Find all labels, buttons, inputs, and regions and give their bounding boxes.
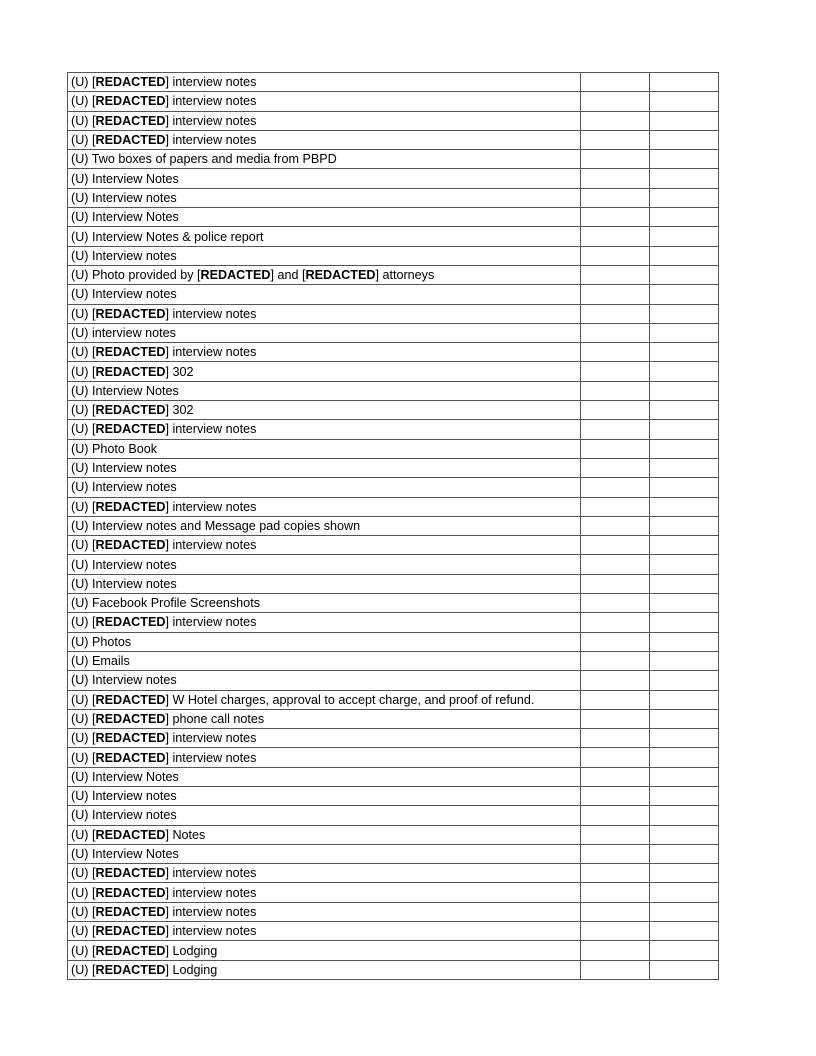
- empty-cell: [581, 458, 650, 477]
- description-text: ] Notes: [165, 827, 206, 842]
- description-text: ] interview notes: [165, 75, 257, 90]
- description-text: ] interview notes: [165, 904, 257, 919]
- description-cell: [68, 709, 581, 728]
- empty-cell: [581, 844, 650, 863]
- empty-cell: [650, 92, 719, 111]
- description-text: (U) [: [71, 962, 96, 977]
- empty-cell: [581, 420, 650, 439]
- description-text: ] interview notes: [165, 113, 257, 128]
- description-text: (U) [: [71, 943, 96, 958]
- empty-cell: [650, 729, 719, 748]
- empty-cell: [650, 767, 719, 786]
- table-row: [68, 883, 719, 902]
- empty-cell: [581, 246, 650, 265]
- description-text: (U) Photos: [71, 634, 132, 649]
- redaction-marker: REDACTED: [95, 827, 166, 842]
- table-row: [68, 806, 719, 825]
- description-text: (U) [: [71, 538, 96, 553]
- description-text: (U) [: [71, 885, 96, 900]
- table-row: [68, 729, 719, 748]
- description-text: (U) [: [71, 692, 96, 707]
- empty-cell: [650, 362, 719, 381]
- description-cell: [68, 92, 581, 111]
- redaction-marker: REDACTED: [95, 499, 166, 514]
- empty-cell: [581, 227, 650, 246]
- description-cell: [68, 304, 581, 323]
- empty-cell: [650, 844, 719, 863]
- empty-cell: [581, 922, 650, 941]
- empty-cell: [650, 439, 719, 458]
- table-row: [68, 960, 719, 979]
- table-row: [68, 92, 719, 111]
- table-row: [68, 786, 719, 805]
- description-text: ] interview notes: [165, 885, 257, 900]
- table-row: [68, 111, 719, 130]
- empty-cell: [650, 401, 719, 420]
- description-text: (U) Interview notes: [71, 557, 177, 572]
- description-cell: [68, 439, 581, 458]
- empty-cell: [581, 767, 650, 786]
- description-cell: [68, 381, 581, 400]
- description-cell: [68, 651, 581, 670]
- table-row: [68, 362, 719, 381]
- empty-cell: [581, 729, 650, 748]
- empty-cell: [650, 111, 719, 130]
- description-text: ] interview notes: [165, 422, 257, 437]
- empty-cell: [650, 169, 719, 188]
- table-row: [68, 265, 719, 284]
- description-text: (U) Emails: [71, 654, 130, 669]
- empty-cell: [581, 497, 650, 516]
- description-cell: [68, 960, 581, 979]
- empty-cell: [650, 478, 719, 497]
- description-cell: [68, 941, 581, 960]
- description-cell: [68, 883, 581, 902]
- table-row: [68, 150, 719, 169]
- empty-cell: [581, 574, 650, 593]
- description-text: ] interview notes: [165, 924, 257, 939]
- description-text: (U) [: [71, 827, 96, 842]
- empty-cell: [650, 285, 719, 304]
- description-text: (U) [: [71, 422, 96, 437]
- description-text: (U) [: [71, 924, 96, 939]
- empty-cell: [581, 516, 650, 535]
- table-row: [68, 497, 719, 516]
- empty-cell: [581, 285, 650, 304]
- description-text: (U) Interview notes: [71, 808, 177, 823]
- empty-cell: [650, 825, 719, 844]
- description-text: (U) Photo Book: [71, 441, 158, 456]
- empty-cell: [581, 169, 650, 188]
- redaction-marker: REDACTED: [95, 345, 166, 360]
- table-row: [68, 208, 719, 227]
- description-text: (U) [: [71, 133, 96, 148]
- description-text: (U) [: [71, 750, 96, 765]
- description-text: ] 302: [165, 364, 194, 379]
- empty-cell: [581, 111, 650, 130]
- empty-cell: [581, 671, 650, 690]
- redaction-marker: REDACTED: [95, 885, 166, 900]
- empty-cell: [581, 362, 650, 381]
- description-text: ] interview notes: [165, 750, 257, 765]
- table-row: [68, 401, 719, 420]
- description-cell: [68, 130, 581, 149]
- description-cell: [68, 729, 581, 748]
- description-cell: [68, 748, 581, 767]
- description-text: (U) Interview Notes: [71, 383, 179, 398]
- description-cell: [68, 516, 581, 535]
- redaction-marker: REDACTED: [95, 943, 166, 958]
- empty-cell: [650, 381, 719, 400]
- empty-cell: [650, 883, 719, 902]
- table-row: [68, 227, 719, 246]
- description-text: (U) Interview notes: [71, 287, 177, 302]
- table-row: [68, 458, 719, 477]
- description-text: ] Lodging: [165, 943, 218, 958]
- redaction-marker: REDACTED: [95, 731, 166, 746]
- description-text: (U) Interview notes: [71, 673, 177, 688]
- empty-cell: [581, 130, 650, 149]
- empty-cell: [581, 478, 650, 497]
- empty-cell: [650, 632, 719, 651]
- empty-cell: [650, 458, 719, 477]
- empty-cell: [581, 690, 650, 709]
- redaction-marker: REDACTED: [95, 75, 166, 90]
- table-row: [68, 169, 719, 188]
- description-text: ] interview notes: [165, 345, 257, 360]
- description-cell: [68, 265, 581, 284]
- redaction-marker: REDACTED: [95, 711, 166, 726]
- empty-cell: [581, 902, 650, 921]
- empty-cell: [650, 922, 719, 941]
- empty-cell: [650, 941, 719, 960]
- empty-cell: [650, 671, 719, 690]
- description-text: (U) [: [71, 306, 96, 321]
- empty-cell: [650, 613, 719, 632]
- redaction-marker: REDACTED: [95, 364, 166, 379]
- empty-cell: [581, 941, 650, 960]
- table-row: [68, 285, 719, 304]
- table-row: [68, 709, 719, 728]
- description-cell: [68, 786, 581, 805]
- description-text: ] interview notes: [165, 866, 257, 881]
- empty-cell: [581, 92, 650, 111]
- empty-cell: [581, 709, 650, 728]
- description-cell: [68, 864, 581, 883]
- redaction-marker: REDACTED: [95, 924, 166, 939]
- description-text: ] interview notes: [165, 538, 257, 553]
- description-text: (U) Facebook Profile Screenshots: [71, 596, 260, 611]
- redaction-marker: REDACTED: [95, 538, 166, 553]
- empty-cell: [581, 188, 650, 207]
- empty-cell: [650, 574, 719, 593]
- description-text: (U) Interview notes: [71, 576, 177, 591]
- table-row: [68, 671, 719, 690]
- description-text: (U) Interview notes and Message pad copies shown: [71, 518, 361, 533]
- description-cell: [68, 323, 581, 342]
- description-text: (U) Interview Notes: [71, 769, 179, 784]
- redaction-marker: REDACTED: [95, 692, 166, 707]
- empty-cell: [581, 632, 650, 651]
- description-cell: [68, 343, 581, 362]
- empty-cell: [650, 420, 719, 439]
- description-text: (U) Interview Notes: [71, 210, 179, 225]
- empty-cell: [581, 786, 650, 805]
- description-cell: [68, 401, 581, 420]
- empty-cell: [650, 651, 719, 670]
- empty-cell: [581, 304, 650, 323]
- description-text: (U) Interview notes: [71, 461, 177, 476]
- description-cell: [68, 188, 581, 207]
- description-text: ] interview notes: [165, 133, 257, 148]
- description-text: (U) interview notes: [71, 326, 176, 340]
- empty-cell: [650, 555, 719, 574]
- table-row: [68, 516, 719, 535]
- description-cell: [68, 150, 581, 169]
- description-text: (U) Interview Notes: [71, 171, 179, 186]
- description-cell: [68, 555, 581, 574]
- evidence-table: [67, 72, 719, 980]
- empty-cell: [581, 748, 650, 767]
- description-text: (U) Interview notes: [71, 789, 177, 804]
- description-text: ] 302: [165, 403, 194, 418]
- description-text: ] attorneys: [375, 268, 435, 283]
- description-cell: [68, 478, 581, 497]
- redaction-marker: REDACTED: [95, 113, 166, 128]
- table-row: [68, 304, 719, 323]
- table-row: [68, 536, 719, 555]
- description-cell: [68, 671, 581, 690]
- table-row: [68, 343, 719, 362]
- description-cell: [68, 767, 581, 786]
- redaction-marker: REDACTED: [95, 962, 166, 977]
- description-cell: [68, 497, 581, 516]
- description-text: (U) [: [71, 615, 96, 630]
- table-row: [68, 420, 719, 439]
- table-row: [68, 864, 719, 883]
- empty-cell: [650, 497, 719, 516]
- description-text: (U) Interview notes: [71, 190, 177, 205]
- description-cell: [68, 613, 581, 632]
- empty-cell: [650, 748, 719, 767]
- description-cell: [68, 806, 581, 825]
- redaction-marker: REDACTED: [95, 750, 166, 765]
- description-cell: [68, 574, 581, 593]
- table-row: [68, 555, 719, 574]
- description-cell: [68, 536, 581, 555]
- redaction-marker: REDACTED: [95, 866, 166, 881]
- table-row: [68, 632, 719, 651]
- description-text: (U) Interview notes: [71, 248, 177, 263]
- empty-cell: [581, 825, 650, 844]
- description-text: ] interview notes: [165, 731, 257, 746]
- empty-cell: [581, 150, 650, 169]
- description-text: (U) [: [71, 113, 96, 128]
- table-row: [68, 381, 719, 400]
- description-cell: [68, 169, 581, 188]
- description-text: (U) [: [71, 866, 96, 881]
- empty-cell: [650, 246, 719, 265]
- description-cell: [68, 922, 581, 941]
- description-cell: [68, 458, 581, 477]
- empty-cell: [581, 401, 650, 420]
- table-row: [68, 594, 719, 613]
- empty-cell: [581, 883, 650, 902]
- redaction-marker: REDACTED: [200, 268, 271, 283]
- description-text: ] W Hotel charges, approval to accept charge, and proof of refund.: [165, 692, 535, 707]
- empty-cell: [581, 343, 650, 362]
- description-cell: [68, 632, 581, 651]
- description-text: ] phone call notes: [165, 711, 265, 726]
- table-row: [68, 748, 719, 767]
- table-row: [68, 574, 719, 593]
- description-text: (U) Interview Notes: [71, 847, 179, 862]
- description-text: (U) [: [71, 345, 96, 360]
- redaction-marker: REDACTED: [95, 133, 166, 148]
- empty-cell: [581, 265, 650, 284]
- description-cell: [68, 825, 581, 844]
- description-cell: [68, 844, 581, 863]
- description-cell: [68, 208, 581, 227]
- empty-cell: [581, 323, 650, 342]
- empty-cell: [650, 786, 719, 805]
- description-cell: [68, 227, 581, 246]
- redaction-marker: REDACTED: [95, 904, 166, 919]
- evidence-table-body: [68, 73, 719, 980]
- description-text: ] interview notes: [165, 306, 257, 321]
- description-text: ] interview notes: [165, 94, 257, 109]
- empty-cell: [581, 536, 650, 555]
- empty-cell: [581, 864, 650, 883]
- description-text: (U) [: [71, 75, 96, 90]
- redaction-marker: REDACTED: [95, 422, 166, 437]
- description-text: (U) [: [71, 94, 96, 109]
- empty-cell: [650, 188, 719, 207]
- redaction-marker: REDACTED: [95, 94, 166, 109]
- redaction-marker: REDACTED: [95, 403, 166, 418]
- description-cell: [68, 111, 581, 130]
- empty-cell: [650, 516, 719, 535]
- description-text: (U) [: [71, 499, 96, 514]
- table-row: [68, 323, 719, 342]
- description-cell: [68, 362, 581, 381]
- description-cell: [68, 690, 581, 709]
- table-row: [68, 690, 719, 709]
- table-row: [68, 439, 719, 458]
- empty-cell: [581, 208, 650, 227]
- empty-cell: [650, 130, 719, 149]
- description-text: (U) Photo provided by [: [71, 268, 201, 283]
- description-cell: [68, 285, 581, 304]
- empty-cell: [650, 806, 719, 825]
- empty-cell: [650, 902, 719, 921]
- description-text: ] Lodging: [165, 962, 218, 977]
- empty-cell: [650, 536, 719, 555]
- empty-cell: [650, 304, 719, 323]
- table-row: [68, 941, 719, 960]
- table-row: [68, 478, 719, 497]
- empty-cell: [581, 381, 650, 400]
- table-row: [68, 844, 719, 863]
- empty-cell: [650, 150, 719, 169]
- empty-cell: [650, 343, 719, 362]
- description-cell: [68, 902, 581, 921]
- empty-cell: [581, 73, 650, 92]
- table-row: [68, 613, 719, 632]
- description-cell: [68, 73, 581, 92]
- empty-cell: [581, 594, 650, 613]
- empty-cell: [650, 864, 719, 883]
- description-text: (U) Two boxes of papers and media from PBPD: [71, 152, 337, 167]
- empty-cell: [581, 960, 650, 979]
- table-row: [68, 902, 719, 921]
- empty-cell: [650, 265, 719, 284]
- description-cell: [68, 246, 581, 265]
- table-row: [68, 922, 719, 941]
- empty-cell: [650, 960, 719, 979]
- empty-cell: [650, 227, 719, 246]
- description-text: (U) [: [71, 364, 96, 379]
- table-row: [68, 130, 719, 149]
- table-row: [68, 73, 719, 92]
- description-text: ] interview notes: [165, 615, 257, 630]
- description-text: (U) Interview notes: [71, 480, 177, 495]
- description-text: ] interview notes: [165, 499, 257, 514]
- description-text: (U) [: [71, 403, 96, 418]
- table-row: [68, 825, 719, 844]
- empty-cell: [650, 323, 719, 342]
- empty-cell: [581, 651, 650, 670]
- empty-cell: [650, 208, 719, 227]
- table-row: [68, 188, 719, 207]
- redaction-marker: REDACTED: [305, 268, 376, 283]
- empty-cell: [650, 709, 719, 728]
- empty-cell: [650, 690, 719, 709]
- redaction-marker: REDACTED: [95, 615, 166, 630]
- description-text: (U) [: [71, 711, 96, 726]
- description-cell: [68, 594, 581, 613]
- empty-cell: [581, 613, 650, 632]
- empty-cell: [581, 806, 650, 825]
- table-row: [68, 651, 719, 670]
- description-text: (U) Interview Notes & police report: [71, 229, 264, 244]
- table-row: [68, 246, 719, 265]
- description-text: ] and [: [270, 268, 306, 283]
- redaction-marker: REDACTED: [95, 306, 166, 321]
- empty-cell: [650, 594, 719, 613]
- empty-cell: [581, 555, 650, 574]
- empty-cell: [581, 439, 650, 458]
- description-text: (U) [: [71, 731, 96, 746]
- empty-cell: [650, 73, 719, 92]
- description-text: (U) [: [71, 904, 96, 919]
- table-row: [68, 767, 719, 786]
- description-cell: [68, 420, 581, 439]
